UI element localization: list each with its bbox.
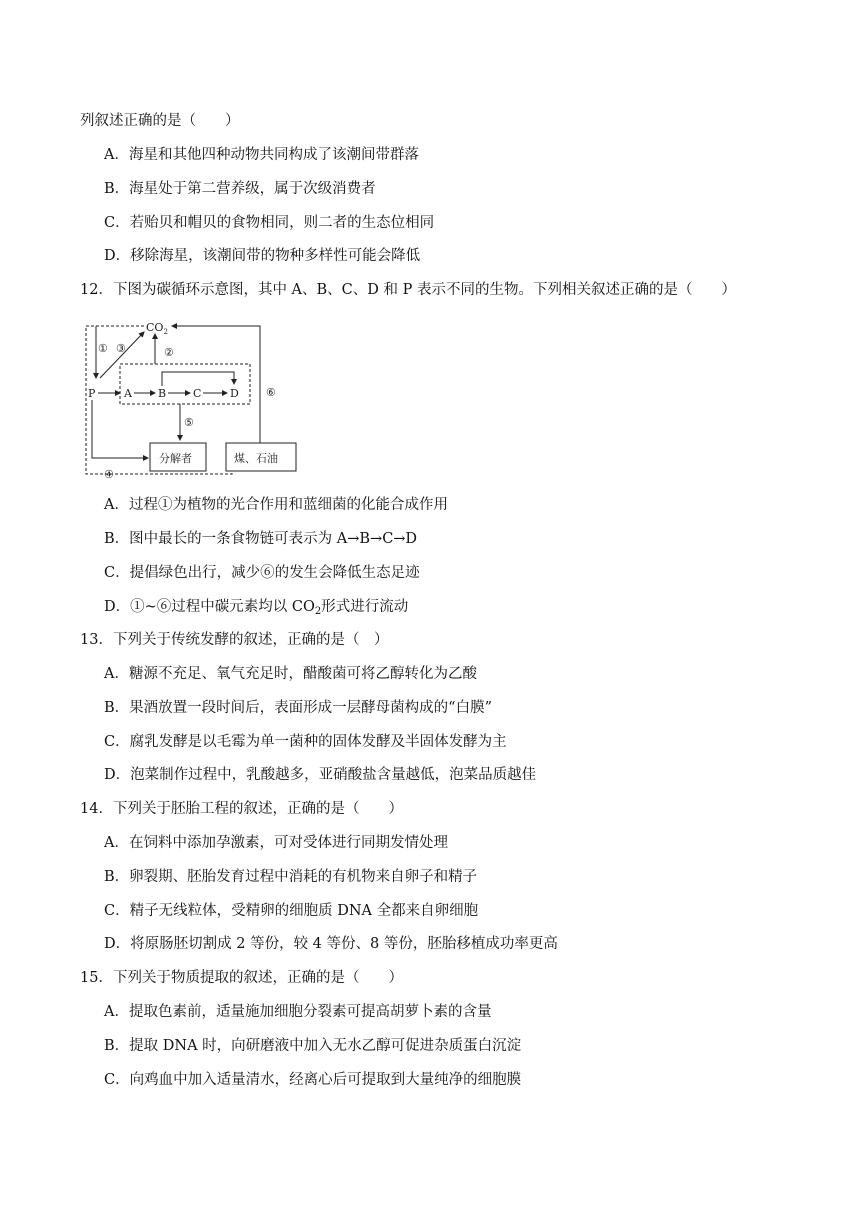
q13-stem: 13．下列关于传统发酵的叙述，正确的是（ ）	[80, 632, 389, 648]
q13-option-a: A．糖源不充足、氧气充足时，醋酸菌可将乙醇转化为乙酸	[104, 666, 477, 682]
q13-option-c: C．腐乳发酵是以毛霉为单一菌种的固体发酵及半固体发酵为主	[104, 734, 507, 750]
node-c: C	[193, 387, 202, 400]
q14-option-a: A．在饲料中添加孕激素，可对受体进行同期发情处理	[104, 835, 448, 851]
label-process-6: ⑥	[266, 386, 276, 399]
q13-option-b: B．果酒放置一段时间后，表面形成一层酵母菌构成的“白膜”	[104, 700, 492, 716]
q12-option-d-sub: 2	[314, 606, 322, 617]
q15-stem: 15．下列关于物质提取的叙述，正确的是（ ）	[80, 970, 403, 986]
q15-option-a: A．提取色素前，适量施加细胞分裂素可提高胡萝卜素的含量	[104, 1004, 492, 1020]
arrow-b-to-d	[162, 372, 234, 386]
q11-option-c: C．若贻贝和帽贝的食物相同，则二者的生态位相同	[104, 215, 435, 231]
q14-option-d: D．将原肠胚切割成 2 等份，较 4 等份、8 等份，胚胎移植成功率更高	[104, 936, 558, 952]
arrow-p-to-co2	[100, 332, 144, 378]
fossil-label: 煤、石油	[234, 452, 278, 465]
q15-option-c: C．向鸡血中加入适量清水，经离心后可提取到大量纯净的细胞膜	[104, 1072, 522, 1088]
q12-option-d-pre: D．①~⑥过程中碳元素均以 CO	[104, 599, 315, 615]
decomposer-label: 分解者	[159, 452, 192, 465]
q14-option-c: C．精子无线粒体，受精卵的细胞质 DNA 全都来自卵细胞	[104, 903, 479, 919]
q12-option-b: B．图中最长的一条食物链可表示为 A→B→C→D	[104, 531, 418, 547]
co2-label: $CO_2$	[146, 321, 168, 336]
label-process-1: ①	[98, 342, 108, 355]
q12-option-c: C．提倡绿色出行，减少⑥的发生会降低生态足迹	[104, 565, 420, 581]
label-process-3: ③	[116, 342, 126, 355]
label-process-4: ④	[104, 468, 114, 480]
q12-option-d	[104, 597, 408, 617]
label-process-5: ⑤	[184, 416, 194, 429]
q12-option-a: A．过程①为植物的光合作用和蓝细菌的化能合成作用	[104, 497, 448, 513]
node-b: B	[158, 387, 167, 400]
q11-stem-tail: 列叙述正确的是（ ）	[80, 113, 240, 129]
q13-option-d: D．泡菜制作过程中，乳酸越多，亚硝酸盐含量越低，泡菜品质越佳	[104, 767, 537, 783]
carbon-cycle-diagram	[80, 316, 320, 480]
node-d: D	[230, 387, 239, 400]
arrow-p-to-decomposer	[92, 400, 148, 458]
q15-option-b: B．提取 DNA 时，向研磨液中加入无水乙醇可促进杂质蛋白沉淀	[104, 1038, 522, 1054]
q11-option-a: A．海星和其他四种动物共同构成了该潮间带群落	[104, 147, 419, 163]
q12-option-d-post: 形式进行流动	[321, 599, 409, 615]
q11-option-d: D．移除海星，该潮间带的物种多样性可能会降低	[104, 248, 421, 264]
node-a: A	[124, 387, 132, 400]
q14-stem: 14．下列关于胚胎工程的叙述，正确的是（ ）	[80, 801, 403, 817]
q11-option-b: B．海星处于第二营养级，属于次级消费者	[104, 181, 376, 197]
label-process-2: ②	[164, 346, 174, 359]
node-p: P	[88, 387, 96, 400]
q12-stem: 12．下图为碳循环示意图，其中 A、B、C、D 和 P 表示不同的生物。下列相关叙述正确的是（ ）	[80, 282, 736, 298]
q14-option-b: B．卵裂期、胚胎发育过程中消耗的有机物来自卵子和精子	[104, 869, 478, 885]
